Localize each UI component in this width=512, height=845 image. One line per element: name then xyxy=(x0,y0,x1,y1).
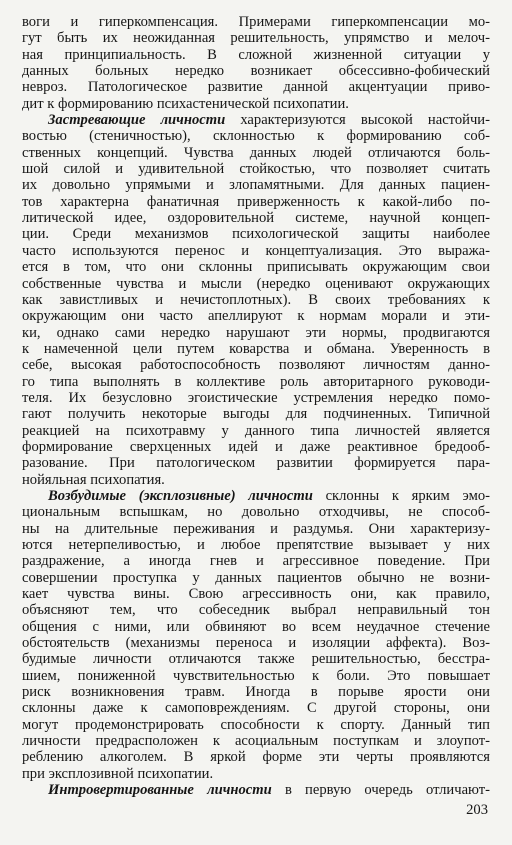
text-line: гают получить некоторые выгоды для подчиненных. Типичной xyxy=(22,406,490,423)
text-line: ки, однако сами нередко нарушают эти нормы, продвигаются xyxy=(22,324,490,341)
text-line: ны на длительные переживания и раздумья. Они характеризу- xyxy=(22,520,490,537)
text-line: литической идее, оздоровительной системе, научной концеп- xyxy=(22,210,490,227)
text-line: ются нетерпеливостью, и любое препятствие вызывает у них xyxy=(22,537,490,553)
text-line: при эксплозивной психопатии. xyxy=(22,765,214,782)
text-line: шой силой и удивительной стойкостью, что позволяет считать xyxy=(22,161,490,178)
text-fragment: характеризуются высокой настойчи- xyxy=(225,112,490,129)
text-line: склонны даже к самоповреждениям. С другой стороны, они xyxy=(22,700,490,717)
text-line: окружающим они часто апеллируют к нормам морали и эти- xyxy=(22,308,490,325)
text-line: шием, пониженной чувствительностью к боли. Это повышает xyxy=(22,667,490,684)
text-line: риск возникновения травм. Иногда в порыве ярости они xyxy=(22,684,490,701)
text-line: личности предрасположен к асоциальным поступкам и злоупот- xyxy=(22,733,490,750)
text-line: данных больных нередко возникает обсессивно-фобический xyxy=(22,63,490,80)
text-line: совершении проступка у данных пациентов обычно не возни- xyxy=(22,569,490,586)
text-line: реблению алкоголем. В яркой форме эти черты проявляются xyxy=(22,749,490,766)
page-text xyxy=(22,14,490,799)
text-line: реакцией на психотравму у данного типа личностей является xyxy=(22,422,490,439)
text-line: воги и гиперкомпенсация. Примерами гиперкомпенсации мо- xyxy=(22,14,490,30)
text-line: формирование сверхценных идей и даже реактивное бредооб- xyxy=(22,438,490,455)
text-line: го типа выполнять в коллективе роль авторитарного руководи- xyxy=(22,373,490,390)
text-line: востью (стеничностью), склонностью к формированию соб- xyxy=(22,128,490,145)
text-line: циональным вспышкам, но довольно отходчивы, не способ- xyxy=(22,504,490,521)
text-line: часто используются перенос и концептуализация. Это выража- xyxy=(22,242,490,259)
text-line: ственных концепций. Чувства данных людей отличаются боль- xyxy=(22,144,490,161)
text-line: тов характерна фанатичная приверженность к какой-либо по- xyxy=(22,193,490,210)
paragraph-first-line xyxy=(22,782,490,798)
text-line: теля. Их безусловно эгоистические устремления нередко помо- xyxy=(22,389,490,406)
text-line: как завистливых и нечистоплотных). В своих требованиях к xyxy=(22,291,490,308)
text-line: их довольно упрямыми и злопамятными. Для данных пациен- xyxy=(22,177,490,194)
term-heading: Возбудимые (эксплозивные) личности xyxy=(48,487,313,504)
text-line: разование. При патологическом развитии формируется пара- xyxy=(22,455,490,472)
text-line: обстоятельств (механизмы переноса и изоляции аффекта). Воз- xyxy=(22,635,490,652)
paragraph-first-line xyxy=(22,488,490,504)
page-number: 203 xyxy=(466,802,488,818)
text-line: ции. Среди механизмов психологической защиты наиболее xyxy=(22,226,490,243)
text-line: дит к формированию психастенической психопатии. xyxy=(22,95,349,112)
text-line: гут быть их неожиданная решительность, упрямство и мелоч- xyxy=(22,30,490,47)
text-line: могут продемонстрировать способности к спорту. Данный тип xyxy=(22,716,490,733)
text-line: ная принципиальность. В сложной жизненной ситуации у xyxy=(22,46,490,63)
text-line: нойяльная психопатия. xyxy=(22,471,165,488)
paragraph-first-line xyxy=(22,112,490,128)
text-line: общения с ними, или обвиняют во всем неудачное стечение xyxy=(22,618,490,635)
text-line: себе, высокая работоспособность позволяют личностям данно- xyxy=(22,357,490,374)
text-line: кает чувства вины. Свою агрессивность они, как правило, xyxy=(22,586,490,603)
text-line: будимые личности отличаются также решительностью, бесстра- xyxy=(22,651,490,668)
text-line: раздражение, а иногда гнев и агрессивное поведение. При xyxy=(22,553,490,570)
text-line: к намеченной цели путем коварства и обмана. Уверенность в xyxy=(22,340,490,357)
text-line: собственные чувства и мысли (нередко оценивают окружающих xyxy=(22,275,490,292)
term-heading: Интровертированные личности xyxy=(48,782,272,799)
text-fragment: склонны к ярким эмо- xyxy=(312,487,490,504)
term-heading: Застревающие личности xyxy=(48,112,226,129)
text-line: невроз. Патологическое развитие данной акцентуации приво- xyxy=(22,79,490,96)
text-line: ется в том, что они склонны приписывать окружающим свои xyxy=(22,259,490,276)
text-line: объясняют тем, что собеседник выбрал неправильный тон xyxy=(22,602,490,619)
text-fragment: в первую очередь отличают- xyxy=(271,782,490,799)
